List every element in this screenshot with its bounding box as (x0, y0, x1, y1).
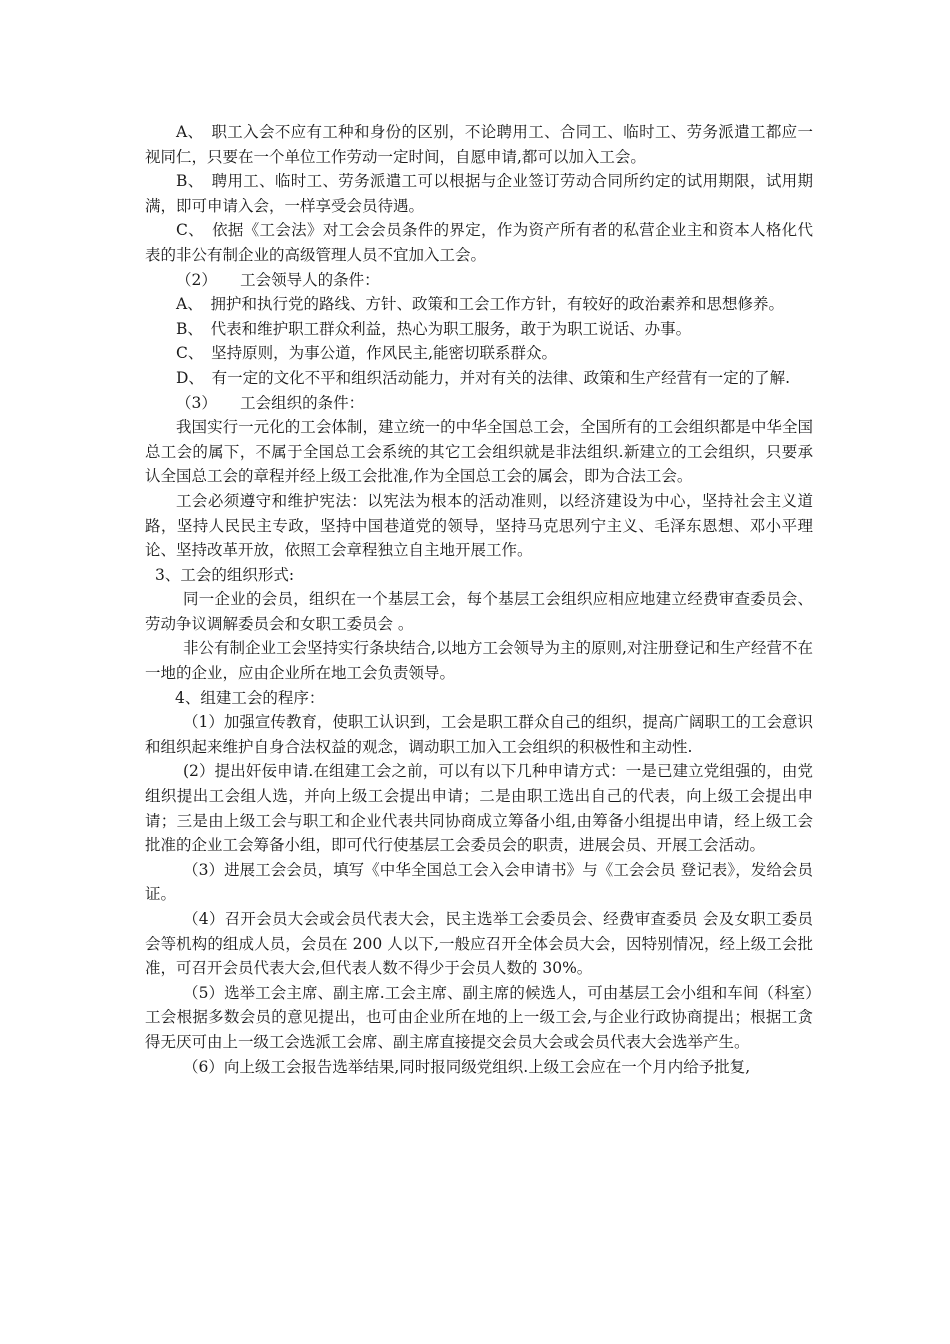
paragraph-unified-system: 我国实行一元化的工会体制，建立统一的中华全国总工会，全国所有的工会组织都是中华全国总工会的属下，不属于全国总工会系统的其它工会组织就是非法组织.新建立的工会组织，只要承认全国总工会的章程并经上级工会批准,作为全国总工会的属会，即为合法工会。 (145, 418, 813, 486)
paragraph-leader-d: D、 有一定的文化不平和组织活动能力，并对有关的法律、政策和生产经营有一定的了解. (176, 368, 791, 387)
paragraph-constitution: 工会必须遵守和维护宪法：以宪法为根本的活动准则，以经济建设为中心，坚持社会主义道路，坚持人民民主专政，坚持中国巷道党的领导，坚持马克思列宁主义、毛泽东恩想、邓小平理论、坚持改革开放，依照工会章程独立自主地开展工作。 (145, 491, 813, 560)
paragraph-grassroots-union: 同一企业的会员，组织在一个基层工会，每个基层工会组织应相应地建立经费审查委员会、劳动争议调解委员会和女职工委员会 。 (145, 590, 813, 633)
paragraph-a-membership: A、 职工入会不应有工种和身份的区别，不论聘用工、合同工、临时工、劳务派遣工都应一视同仁，只要在一个单位工作劳动一定时间，自愿申请,都可以加入工会。 (145, 123, 813, 166)
paragraph-step-5: （5）选举工会主席、副主席.工会主席、副主席的候选人，可由基层工会小组和车间（科室）工会根据多数会员的意见提出，也可由企业所在地的上一级工会,与企业行政协商提出；根据工贪得无厌可由上一级工会选派工会席、副主席直接提交会员大会或会员代表大会选举产生。 (145, 983, 813, 1051)
paragraph-step-4: （4）召开会员大会或会员代表大会，民主选举工会委员会、经费审查委员 会及女职工委员 会等机构的组成人员，会员在 200 人以下,一般应召开全体会员大会，因特别情况，经上级工会批准，可召开会员代表大会,但代表人数不得少于会员人数的 30%。 (145, 910, 813, 978)
paragraph-leader-a: A、 拥护和执行党的路线、方针、政策和工会工作方针，有较好的政治素养和思想修养。 (176, 295, 784, 314)
heading-organization-conditions: （3） 工会组织的条件： (176, 393, 365, 412)
paragraph-step-2: (2）提出奸佞申请.在组建工会之前，可以有以下几种申请方式：一是已建立党组强的，由党组织提出工会组人选，并向上级工会提出申请；二是由职工选出自己的代表，向上级工会提出申请；三是由上级工会与职工和企业代表共同协商成立筹备小组,由筹备小组提出申请，经上级工会批准的企业工会筹备小组，即可代行使基层工会委员会的职责，进展会员、开展工会活动。 (145, 762, 813, 855)
paragraph-step-3: （3）进展工会会员，填写《中华全国总工会入会申请书》与《工会会员 登记表》，发给会员证。 (145, 860, 813, 904)
heading-leader-conditions: （2） 工会领导人的条件： (176, 270, 380, 289)
paragraph-step-1: （1）加强宣传教育，使职工认识到，工会是职工群众自己的组织，提高广阔职工的工会意识和组织起来维护自身合法权益的观念，调动职工加入工会组织的积极性和主动性. (145, 713, 813, 756)
paragraph-leader-c: C、 坚持原则，为事公道，作风民主,能密切联系群众。 (176, 344, 558, 363)
paragraph-b-probation: B、 聘用工、临时工、劳务派遣工可以根据与企业签订劳动合同所约定的试用期限，试用期满，即可申请入会，一样享受会员待遇。 (145, 172, 813, 215)
paragraph-non-public: 非公有制企业工会坚持实行条块结合,以地方工会领导为主的原则,对注册登记和生产经营不在一地的企业，应由企业所在地工会负责领导。 (145, 639, 813, 683)
heading-procedure: 4、组建工会的程序： (175, 688, 325, 707)
heading-organization-form: 3、工会的组织形式: (155, 565, 295, 584)
document-page (145, 120, 813, 1079)
paragraph-leader-b: B、 代表和维护职工群众利益，热心为职工服务，敢于为职工说话、办事。 (176, 319, 692, 338)
paragraph-step-6: （6）向上级工会报告选举结果,同时报同级党组织.上级工会应在一个月内给予批复, (183, 1057, 751, 1076)
paragraph-c-exclusion: C、 依据《工会法》对工会会员条件的界定，作为资产所有者的私营企业主和资本人格化代表的非公有制企业的高级管理人员不宜加入工会。 (145, 221, 813, 264)
